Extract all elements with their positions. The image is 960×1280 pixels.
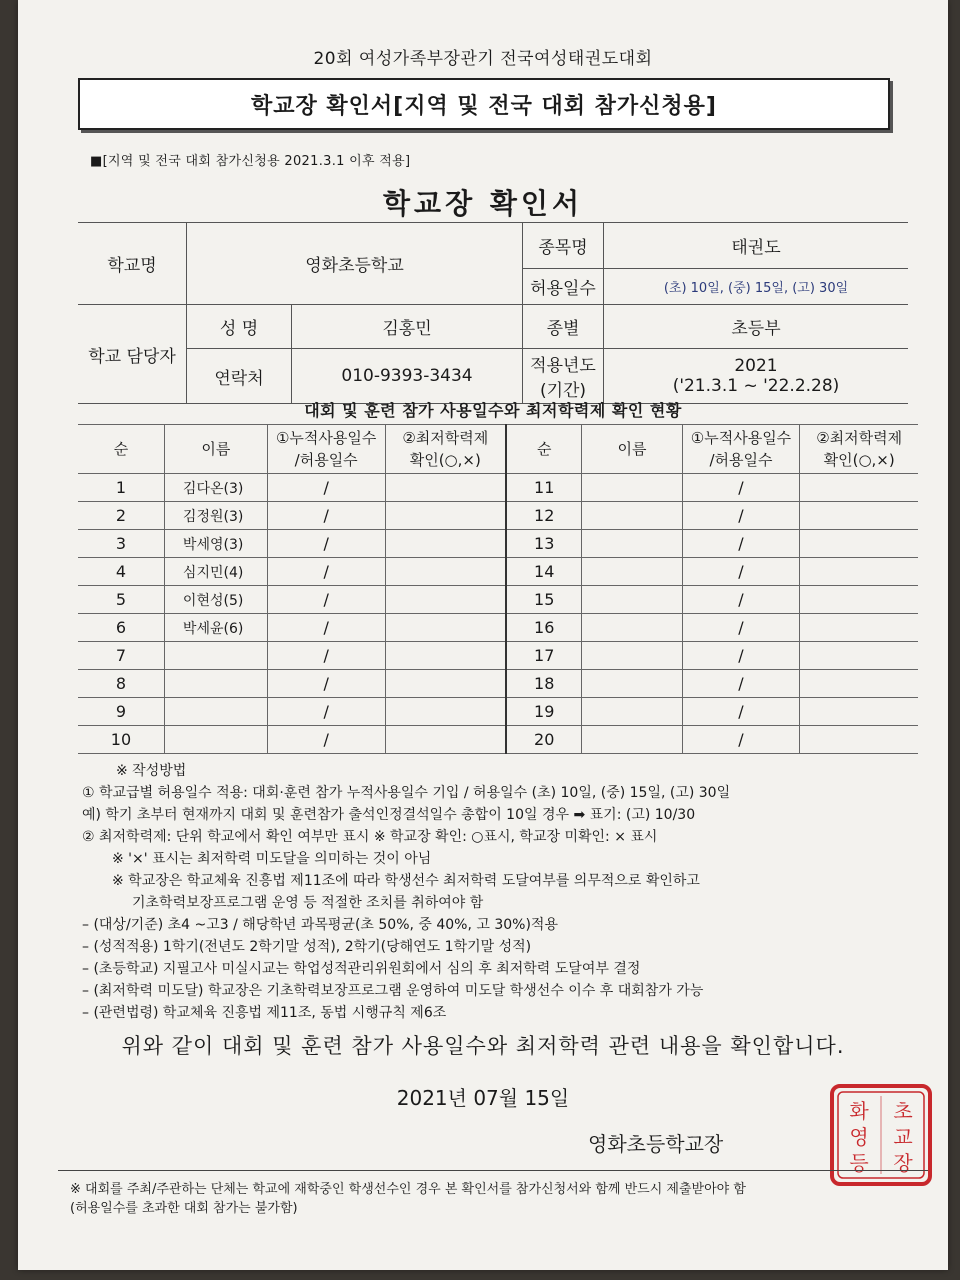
row-days-right: / — [682, 474, 800, 502]
footer-note — [70, 1180, 940, 1218]
row-no: 9 — [78, 698, 164, 726]
row-days-right: / — [682, 502, 800, 530]
sport-value: 태권도 — [604, 223, 909, 269]
name-label: 성 명 — [187, 305, 292, 349]
instr-line-5: ※ 학교장은 학교체육 진흥법 제11조에 따라 학생선수 최저학력 도달여부를 의무적으로 확인하고 — [112, 873, 700, 889]
instr-line-2: 예) 학기 초부터 현재까지 대회 및 훈련참가 출석인정결석일수 총합이 10일 경우 ➡ 표기: (고) 10/30 — [82, 807, 696, 823]
svg-text:교: 교 — [893, 1125, 913, 1149]
table-row — [78, 642, 918, 670]
row-no-right: 13 — [506, 530, 582, 558]
row-no-right: 14 — [506, 558, 582, 586]
instr-line-7: – (대상/기준) 초4 ~고3 / 해당학년 과목평균(초 50%, 중 40%, 고 30%)적용 — [82, 917, 558, 933]
row-no: 3 — [78, 530, 164, 558]
row-name-right — [582, 586, 682, 614]
col-days-right-2: /허용일수 — [709, 451, 773, 469]
row-min-right — [800, 642, 918, 670]
row-min-right — [800, 726, 918, 754]
table-row — [78, 614, 918, 642]
row-no: 1 — [78, 474, 164, 502]
row-min — [385, 642, 506, 670]
category-value: 초등부 — [604, 305, 909, 349]
row-name: 심지민(4) — [164, 558, 267, 586]
row-days: / — [267, 474, 385, 502]
instr-line-10: – (최저학력 미도달) 학교장은 기초학력보장프로그램 운영하여 미도달 학생선수 이수 후 대회참가 가능 — [82, 983, 704, 999]
roster-table — [78, 424, 918, 754]
row-no-right: 20 — [506, 726, 582, 754]
status-title: 대회 및 훈련 참가 사용일수와 최저학력제 확인 현황 — [304, 401, 682, 420]
row-days: / — [267, 558, 385, 586]
col-min-1: ②최저학력제 — [402, 429, 489, 447]
row-no-right: 15 — [506, 586, 582, 614]
row-days: / — [267, 530, 385, 558]
doc-title: 학교장 확인서 — [382, 187, 584, 220]
instr-line-8: – (성적적용) 1학기(전년도 2학기말 성적), 2학기(당해연도 1학기말 성적) — [82, 939, 532, 955]
days-value: (초) 10일, (중) 15일, (고) 30일 — [604, 269, 909, 305]
row-min-right — [800, 670, 918, 698]
svg-text:영: 영 — [849, 1125, 869, 1149]
contact-group-label: 학교 담당자 — [78, 305, 187, 404]
row-name-right — [582, 642, 682, 670]
row-name: 박세영(3) — [164, 530, 267, 558]
instr-heading: ※ 작성방법 — [116, 763, 187, 779]
row-min — [385, 726, 506, 754]
row-days-right: / — [682, 558, 800, 586]
principal-name: 영화초등학교장 — [588, 1132, 724, 1156]
col-no-right: 순 — [506, 425, 582, 474]
row-min — [385, 614, 506, 642]
row-days-right: / — [682, 614, 800, 642]
row-name: 김다온(3) — [164, 474, 267, 502]
instr-line-6: 기초학력보장프로그램 운영 등 적절한 조치를 취하여야 함 — [132, 895, 484, 911]
row-min — [385, 502, 506, 530]
table-row — [78, 726, 918, 754]
row-min — [385, 586, 506, 614]
year-label-1: 적용년도 — [530, 356, 596, 376]
row-days: / — [267, 642, 385, 670]
official-seal-stamp — [826, 1080, 936, 1190]
row-min — [385, 474, 506, 502]
table-row — [78, 530, 918, 558]
info-table — [78, 222, 908, 404]
row-name-right — [582, 530, 682, 558]
row-days-right: / — [682, 726, 800, 754]
col-min-right-1: ②최저학력제 — [816, 429, 903, 447]
confirm-statement: 위와 같이 대회 및 훈련 참가 사용일수와 최저학력 관련 내용을 확인합니다. — [121, 1034, 845, 1058]
svg-text:장: 장 — [893, 1151, 913, 1175]
row-days-right: / — [682, 670, 800, 698]
row-days: / — [267, 586, 385, 614]
row-no: 10 — [78, 726, 164, 754]
row-min — [385, 558, 506, 586]
row-min-right — [800, 558, 918, 586]
row-name: 이현성(5) — [164, 586, 267, 614]
table-row — [78, 502, 918, 530]
row-no-right: 11 — [506, 474, 582, 502]
footer-divider — [58, 1170, 928, 1171]
instructions — [82, 760, 942, 1024]
row-days-right: / — [682, 642, 800, 670]
table-row — [78, 558, 918, 586]
table-row — [78, 698, 918, 726]
row-name: 박세윤(6) — [164, 614, 267, 642]
category-label: 종별 — [523, 305, 604, 349]
col-name-right: 이름 — [582, 425, 682, 474]
col-no: 순 — [78, 425, 164, 474]
school-label: 학교명 — [78, 223, 187, 305]
name-value: 김홍민 — [292, 305, 523, 349]
instr-line-9: – (초등학교) 지필고사 미실시교는 학업성적관리위원회에서 심의 후 최저학력 도달여부 결정 — [82, 961, 641, 977]
row-min-right — [800, 586, 918, 614]
year-value-2: ('21.3.1 ~ '22.2.28) — [672, 376, 840, 396]
table-row — [78, 670, 918, 698]
col-min-right-2: 확인(○,×) — [823, 451, 895, 469]
footer-line-1: ※ 대회를 주최/주관하는 단체는 학교에 재학중인 학생선수인 경우 본 확인서를 참가신청서와 함께 반드시 제출받아야 함 — [70, 1182, 746, 1197]
row-days: / — [267, 614, 385, 642]
col-days-1: ①누적사용일수 — [275, 429, 377, 447]
title-box: 학교장 확인서[지역 및 전국 대회 참가신청용] — [78, 78, 890, 130]
instr-line-11: – (관련법령) 학교체육 진흥법 제11조, 동법 시행규칙 제6조 — [82, 1005, 447, 1021]
school-value: 영화초등학교 — [187, 223, 523, 305]
row-name-right — [582, 558, 682, 586]
row-no: 7 — [78, 642, 164, 670]
phone-label: 연락처 — [187, 349, 292, 404]
col-min-2: 확인(○,×) — [409, 451, 481, 469]
col-days-2: /허용일수 — [294, 451, 358, 469]
col-name: 이름 — [164, 425, 267, 474]
row-name-right — [582, 670, 682, 698]
row-days: / — [267, 670, 385, 698]
applied-note: ■[지역 및 전국 대회 참가신청용 2021.3.1 이후 적용] — [90, 154, 411, 169]
row-no-right: 17 — [506, 642, 582, 670]
row-min-right — [800, 502, 918, 530]
row-min — [385, 530, 506, 558]
svg-text:초: 초 — [893, 1099, 913, 1123]
instr-line-1: ① 학교급별 허용일수 적용: 대회·훈련 참가 누적사용일수 기입 / 허용일수 (초) 10일, (중) 15일, (고) 30일 — [82, 785, 731, 801]
row-no-right: 16 — [506, 614, 582, 642]
row-no: 2 — [78, 502, 164, 530]
col-days — [267, 425, 385, 474]
footer-line-2: (허용일수를 초과한 대회 참가는 불가함) — [70, 1201, 298, 1216]
issue-date: 2021년 07월 15일 — [396, 1086, 570, 1110]
col-days-right-1: ①누적사용일수 — [690, 429, 792, 447]
row-days-right: / — [682, 698, 800, 726]
col-days-right — [682, 425, 800, 474]
year-value — [604, 349, 909, 404]
row-days: / — [267, 698, 385, 726]
row-no-right: 12 — [506, 502, 582, 530]
sport-label: 종목명 — [523, 223, 604, 269]
instr-line-4: ※ '×' 표시는 최저학력 미도달을 의미하는 것이 아님 — [112, 851, 432, 867]
row-name-right — [582, 726, 682, 754]
row-name — [164, 698, 267, 726]
year-label — [523, 349, 604, 404]
table-row — [78, 586, 918, 614]
row-days: / — [267, 726, 385, 754]
row-name-right — [582, 614, 682, 642]
row-name — [164, 670, 267, 698]
row-min — [385, 670, 506, 698]
col-min-right — [800, 425, 918, 474]
row-min-right — [800, 474, 918, 502]
row-min-right — [800, 614, 918, 642]
row-days: / — [267, 502, 385, 530]
document-page — [18, 0, 948, 1270]
row-name: 김정원(3) — [164, 502, 267, 530]
row-days-right: / — [682, 586, 800, 614]
instr-line-3: ② 최저학력제: 단위 학교에서 확인 여부만 표시 ※ 학교장 확인: ○표시, 학교장 미확인: × 표시 — [82, 829, 658, 845]
year-label-2: (기간) — [539, 381, 587, 401]
row-name — [164, 642, 267, 670]
days-label: 허용일수 — [523, 269, 604, 305]
table-row — [78, 474, 918, 502]
row-no: 8 — [78, 670, 164, 698]
row-name — [164, 726, 267, 754]
row-min — [385, 698, 506, 726]
phone-value: 010-9393-3434 — [292, 349, 523, 404]
row-no: 6 — [78, 614, 164, 642]
row-name-right — [582, 502, 682, 530]
row-no: 4 — [78, 558, 164, 586]
year-value-1: 2021 — [734, 356, 778, 376]
row-min-right — [800, 698, 918, 726]
svg-text:화: 화 — [849, 1099, 869, 1123]
row-name-right — [582, 474, 682, 502]
event-title: 20회 여성가족부장관기 전국여성태권도대회 — [313, 49, 653, 69]
row-no-right: 19 — [506, 698, 582, 726]
row-days-right: / — [682, 530, 800, 558]
row-no-right: 18 — [506, 670, 582, 698]
svg-text:등: 등 — [849, 1151, 869, 1175]
col-min — [385, 425, 506, 474]
row-no: 5 — [78, 586, 164, 614]
row-min-right — [800, 530, 918, 558]
row-name-right — [582, 698, 682, 726]
